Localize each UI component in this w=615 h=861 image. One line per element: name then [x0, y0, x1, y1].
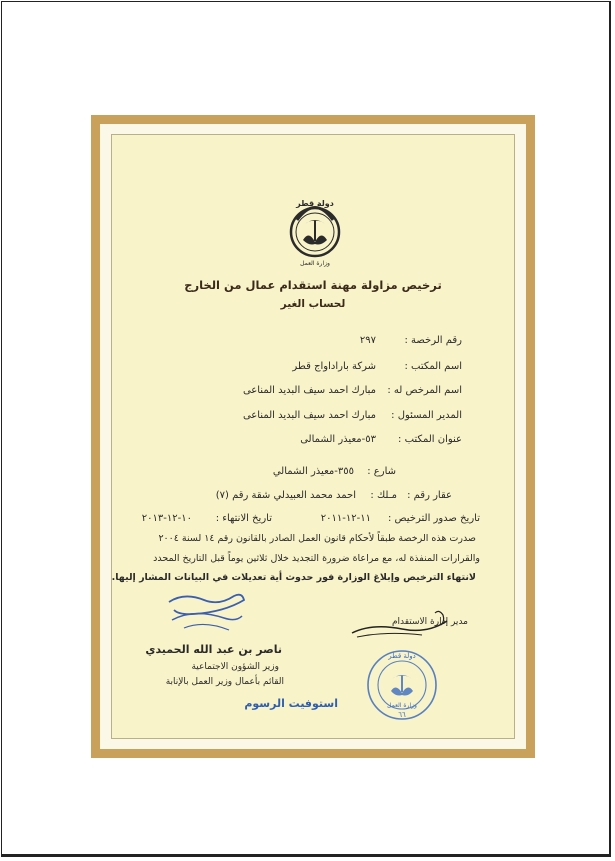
ministry-seal-icon [364, 647, 440, 723]
expiry-date-value: ١٠-١٢-٢٠١٣ [141, 513, 192, 524]
seal-text: دولة قطر [388, 652, 416, 660]
property-label: عقار رقم : [407, 490, 452, 501]
license-number-value: ٢٩٧ [359, 335, 376, 346]
legal-paragraph-line-3: لانتهاء الترخيص وإبلاغ الوزارة فور حدوث أية تعديلات في البيانات المشار إليها. [111, 572, 476, 583]
license-number-label: رقم الرخصة : [404, 335, 462, 346]
seal-number: ٦٦ [398, 711, 406, 719]
street-value: ٣٥٥-معيذر الشمالي [272, 466, 354, 477]
legal-paragraph-line-2: والقرارات المنفذة له، مع مراعاة ضرورة التجديد خلال ثلاثين يوماً قبل التاريخ المحدد [153, 553, 480, 564]
office-address-value: ٥٣-معيذر الشمالى [300, 434, 376, 445]
licensee-value: مبارك احمد سيف البديد المناعى [242, 385, 376, 396]
issue-date-value: ١١-١٢-٢٠١١ [320, 513, 371, 524]
director-signature-icon [347, 605, 457, 645]
office-address-label: عنوان المكتب : [398, 434, 462, 445]
qatar-emblem-icon [275, 190, 355, 270]
office-name-value: شركة باراداواج قطر [292, 361, 376, 372]
fees-paid-stamp: استوفيت الرسوم [244, 697, 338, 710]
minister-title-line-2: القائم بأعمال وزير العمل بالإنابة [165, 677, 284, 687]
emblem-text: دولة قطر [296, 199, 334, 208]
director-title: مدير إدارة الاستقدام [391, 617, 468, 627]
owner-label: مـلك : [370, 490, 397, 501]
license-document [111, 134, 515, 739]
licensee-label: اسم المرخص له : [387, 385, 462, 396]
legal-paragraph-line-1: صدرت هذه الرخصة طبقاً لأحكام قانون العمل الصادر بالقانون رقم ١٤ لسنة ٢٠٠٤ [158, 533, 476, 544]
owner-value: احمد محمد العبيدلي شقة رقم (٧) [215, 490, 356, 501]
document-subtitle: لحساب الغير [280, 298, 346, 310]
minister-signature-icon [164, 590, 249, 640]
issue-date-label: تاريخ صدور الترخيص : [387, 513, 480, 524]
street-label: شارع : [367, 466, 396, 477]
minister-name: ناصر بن عبد الله الحميدي [145, 643, 282, 656]
minister-title-line-1: وزير الشؤون الاجتماعية [191, 662, 279, 672]
manager-value: مبارك احمد سيف البديد المناعى [242, 410, 376, 421]
emblem-subtext: وزارة العمل [300, 260, 330, 267]
manager-label: المدير المسئول : [391, 410, 462, 421]
expiry-date-label: تاريخ الانتهاء : [215, 513, 272, 524]
document-title: ترخيص مزاولة مهنة استقدام عمال من الخارج [184, 278, 442, 292]
seal-subtext: وزارة العمل [387, 702, 417, 709]
office-name-label: اسم المكتب : [404, 361, 462, 372]
